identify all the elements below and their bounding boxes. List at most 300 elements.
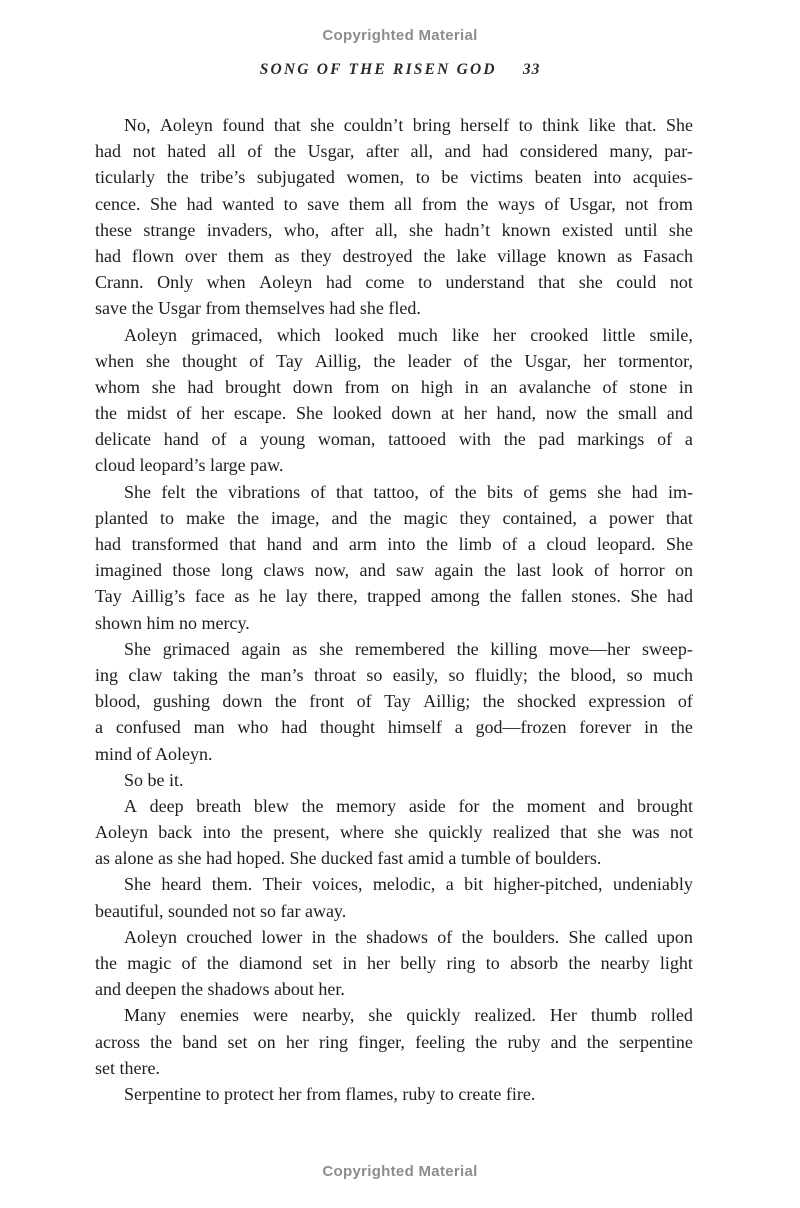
word: magic [403, 507, 448, 528]
word: delicate [95, 429, 151, 450]
word: claws [263, 560, 305, 581]
word: upon [656, 926, 693, 947]
word: the [426, 534, 449, 554]
word: the [466, 193, 489, 214]
text-line [95, 636, 693, 662]
word: magic [127, 953, 172, 973]
word: could [616, 272, 657, 293]
word: acquies- [632, 167, 693, 188]
word: found [222, 115, 265, 135]
word: arm [348, 534, 377, 554]
word: into [202, 822, 231, 843]
word: man [193, 717, 225, 738]
word: the [483, 560, 506, 581]
word: after [330, 219, 364, 240]
word: had [281, 717, 308, 738]
word: them [348, 193, 385, 214]
word: She [665, 115, 693, 135]
word: lower [261, 926, 303, 947]
word: not [625, 193, 649, 214]
word: Aoleyn [124, 926, 177, 947]
word: cence. [95, 193, 141, 214]
word: Their [262, 874, 302, 895]
word: much [652, 664, 693, 685]
word: the [240, 822, 263, 843]
word: these [95, 219, 132, 240]
paragraph [95, 322, 693, 479]
word: and [359, 560, 386, 581]
word: her [493, 324, 517, 345]
word: diamond [239, 953, 303, 973]
word: Fasach [643, 245, 693, 266]
word: Usgar, [524, 350, 572, 371]
top-copyright-notice: Copyrighted Material [322, 27, 478, 44]
word: a [445, 874, 454, 895]
word: a [454, 717, 463, 738]
word: expression [588, 691, 666, 712]
word: her [285, 1031, 309, 1052]
word: looked [334, 324, 384, 345]
word: serpentine [618, 1031, 693, 1052]
word: to [283, 193, 298, 214]
word: from [657, 193, 693, 214]
text-line [95, 138, 693, 164]
word: those [172, 560, 211, 581]
word: that [335, 481, 363, 502]
paragraph [95, 924, 693, 1003]
word: all, [375, 219, 398, 240]
word: voices, [311, 874, 363, 895]
word: small [618, 403, 658, 424]
word: Aillig, [314, 350, 362, 371]
text-line [95, 662, 693, 688]
word: brought [225, 376, 282, 397]
word: the [490, 350, 513, 371]
word: midst [126, 403, 167, 424]
word: she [146, 350, 171, 371]
word: of [463, 350, 479, 371]
word: for [458, 795, 480, 816]
word: woman, [317, 429, 376, 450]
word: across [95, 1031, 140, 1052]
paragraph [95, 636, 693, 767]
word: that [229, 534, 257, 554]
word: realized. [474, 1005, 536, 1026]
word: like [588, 115, 616, 135]
word: crooked [530, 324, 589, 345]
word: and [444, 141, 471, 162]
word: as [234, 586, 250, 607]
word: strange [143, 219, 196, 240]
word: blew [253, 795, 289, 816]
word: shocked [517, 691, 577, 712]
word: known [557, 245, 607, 266]
body-text [95, 112, 693, 1107]
word: She [568, 926, 596, 947]
word: the [150, 1031, 173, 1052]
word: grimaced [162, 638, 230, 659]
word: She [295, 403, 323, 424]
word: lay [285, 586, 308, 607]
text-line: set there. [95, 1057, 160, 1078]
paragraph [95, 793, 693, 872]
word: come [365, 272, 405, 293]
word: aside [408, 795, 446, 816]
word: heard [161, 874, 202, 895]
word: contained, [502, 507, 577, 528]
word: when [95, 350, 134, 371]
word: boulders. [492, 926, 560, 947]
word: save [307, 193, 340, 214]
word: of [502, 534, 518, 554]
word: avalanche [518, 376, 591, 397]
word: higher-pitched, [493, 874, 603, 895]
paragraph [95, 1002, 693, 1081]
word: moment [526, 795, 586, 816]
word: existed [562, 219, 614, 240]
word: she [319, 638, 344, 659]
word: bit [464, 874, 484, 895]
word: hand [163, 429, 199, 450]
word: and [331, 507, 358, 528]
word: quickly [428, 822, 483, 843]
word: down [391, 403, 432, 424]
text-line [95, 871, 693, 897]
word: set [227, 1031, 248, 1052]
word: so [626, 664, 643, 685]
word: all, [410, 141, 433, 162]
word: women, [346, 167, 405, 188]
word: from [344, 376, 380, 397]
text-line [95, 426, 693, 452]
word: she [368, 1005, 393, 1026]
word: be [441, 167, 459, 188]
word: She [124, 481, 151, 502]
word: many, [609, 141, 653, 162]
word: in [644, 717, 659, 738]
word: that [273, 115, 301, 135]
word: her [583, 350, 607, 371]
word: with [458, 429, 491, 450]
word: whom [95, 376, 140, 397]
word: ticularly [95, 167, 155, 188]
word: move—her [549, 638, 631, 659]
word: her [201, 403, 225, 424]
word: throat [313, 664, 356, 685]
word: undeniably [612, 874, 693, 895]
word: until [624, 219, 658, 240]
word: of [544, 193, 560, 214]
word: She [124, 638, 151, 659]
word: the [586, 1031, 609, 1052]
word: was [631, 822, 660, 843]
word: so [366, 664, 383, 685]
word: smile, [649, 324, 693, 345]
word: on [257, 1031, 276, 1052]
word: destroyed [342, 245, 413, 266]
word: sweep- [641, 638, 693, 659]
text-line: Serpentine to protect her from flames, ruby to create fire. [124, 1083, 536, 1104]
word: easily, [392, 664, 439, 685]
word: Usgar, [307, 141, 355, 162]
word: think [542, 115, 580, 135]
word: of [249, 350, 265, 371]
text-line [95, 243, 693, 269]
word: over [184, 245, 217, 266]
word: of [211, 429, 227, 450]
word: had [631, 481, 658, 502]
word: after [365, 141, 399, 162]
word: limb [458, 534, 492, 554]
word: gushing [152, 691, 210, 712]
word: at [441, 403, 455, 424]
word: the [423, 245, 446, 266]
word: the [456, 638, 479, 659]
word: blood, [95, 691, 141, 712]
text-line [95, 531, 693, 557]
word: god—frozen [475, 717, 567, 738]
word: her [463, 403, 487, 424]
word: She [124, 874, 151, 895]
word: long [220, 560, 253, 581]
word: fluidly; [474, 664, 528, 685]
word: man’s [260, 664, 304, 685]
word: leopard. [596, 534, 656, 554]
word: thumb [590, 1005, 637, 1026]
word: the [369, 507, 392, 528]
word: Aoleyn [124, 324, 177, 345]
word: that. [625, 115, 657, 135]
word: planted [95, 507, 148, 528]
word: victims [469, 167, 523, 188]
word: young [260, 429, 306, 450]
word: She [150, 193, 178, 214]
word: power [608, 507, 654, 528]
word: the [538, 664, 561, 685]
word: tattoo, [373, 481, 419, 502]
word: imagined [95, 560, 162, 581]
word: the [195, 481, 218, 502]
word: from [421, 193, 457, 214]
word: which [276, 324, 321, 345]
word: bits [487, 481, 514, 502]
word: had [187, 376, 214, 397]
word: vibrations [228, 481, 301, 502]
word: so [448, 664, 465, 685]
text-line [95, 374, 693, 400]
word: had [325, 272, 352, 293]
word: not [132, 141, 156, 162]
word: like [452, 324, 480, 345]
word: back [158, 822, 193, 843]
word: understand [445, 272, 525, 293]
word: Aoleyn [95, 822, 148, 843]
word: called [604, 926, 648, 947]
word: gems [548, 481, 587, 502]
word: she [151, 376, 176, 397]
text-line: mind of Aoleyn. [95, 743, 213, 764]
word: of [523, 481, 539, 502]
word: that [560, 822, 588, 843]
word: when [206, 272, 246, 293]
word: rolled [650, 1005, 693, 1026]
word: invaders, [206, 219, 273, 240]
word: the [568, 953, 591, 973]
word: the [373, 350, 396, 371]
text-line [95, 793, 693, 819]
word: absorb [510, 953, 559, 973]
word: down [222, 691, 263, 712]
word: finger, [358, 1031, 405, 1052]
word: claw [128, 664, 163, 685]
text-line: cloud leopard’s large paw. [95, 455, 284, 476]
word: wanted [222, 193, 275, 214]
word: stone [629, 376, 668, 397]
word: saw [395, 560, 424, 581]
word: looked [332, 403, 382, 424]
word: herself [460, 115, 510, 135]
word: escape. [233, 403, 287, 424]
word: leader [407, 350, 452, 371]
word: much [397, 324, 438, 345]
word: had [95, 245, 121, 266]
word: the [489, 586, 512, 607]
word: the [95, 403, 117, 424]
word: felt [161, 481, 186, 502]
word: bring [412, 115, 451, 135]
text-line [95, 479, 693, 505]
word: Aoleyn [259, 272, 313, 293]
word: of [657, 429, 673, 450]
word: where [339, 822, 384, 843]
word: hand [266, 534, 302, 554]
word: she [668, 219, 693, 240]
word: the [454, 481, 477, 502]
word: and [550, 1031, 577, 1052]
text-line [95, 950, 693, 976]
word: known [501, 219, 551, 240]
word: there, [317, 586, 358, 607]
text-line [95, 688, 693, 714]
word: as [292, 638, 308, 659]
word: realized [492, 822, 550, 843]
word: taking [172, 664, 218, 685]
text-line: shown him no mercy. [95, 612, 250, 633]
word: shadows [366, 926, 429, 947]
word: they [300, 245, 332, 266]
word: now, [314, 560, 350, 581]
word: couldn’t [343, 115, 404, 135]
text-line [95, 819, 693, 845]
word: the [461, 926, 484, 947]
word: on [391, 376, 410, 397]
word: Tay [384, 691, 411, 712]
word: the [482, 691, 505, 712]
word: par- [664, 141, 693, 162]
paragraph [95, 767, 693, 793]
word: ring [446, 953, 476, 973]
word: Many [124, 1005, 166, 1026]
word: they [459, 507, 491, 528]
word: the [206, 953, 229, 973]
text-line: and deepen the shadows about her. [95, 979, 345, 1000]
word: again [434, 560, 474, 581]
word: the [166, 167, 189, 188]
word: hadn’t [444, 219, 491, 240]
word: now [545, 403, 577, 424]
word: A [124, 795, 137, 816]
word: She [630, 586, 658, 607]
word: had [666, 586, 693, 607]
paragraph [95, 112, 693, 322]
text-line [95, 112, 693, 138]
word: Aillig’s [131, 586, 186, 607]
word: little [602, 324, 636, 345]
word: hated [167, 141, 207, 162]
text-line [95, 217, 693, 243]
word: the [236, 507, 259, 528]
word: make [186, 507, 225, 528]
word: she [409, 219, 434, 240]
word: hand, [496, 403, 536, 424]
word: had [95, 141, 121, 162]
word: of [310, 481, 326, 502]
word: nearby [600, 953, 650, 973]
word: the [475, 1031, 498, 1052]
word: of [437, 926, 453, 947]
word: had [482, 141, 509, 162]
word: markings [577, 429, 645, 450]
word: were [253, 1005, 288, 1026]
word: a [239, 429, 248, 450]
word: transformed [131, 534, 219, 554]
text-line [95, 348, 693, 374]
word: forever [579, 717, 632, 738]
word: the [301, 795, 324, 816]
word: fallen [520, 586, 562, 607]
page-number: 33 [522, 61, 541, 78]
word: that [538, 272, 566, 293]
word: who, [283, 219, 320, 240]
word: No, [124, 115, 151, 135]
word: of [176, 403, 192, 424]
word: not [669, 272, 693, 293]
text-line [95, 269, 693, 295]
word: quickly [406, 1005, 461, 1026]
word: thought [182, 350, 238, 371]
word: remembered [354, 638, 445, 659]
word: the [492, 795, 515, 816]
word: image, [270, 507, 320, 528]
word: Only [157, 272, 194, 293]
word: feeling [415, 1031, 466, 1052]
word: im- [667, 481, 693, 502]
word: look [551, 560, 584, 581]
word: as [617, 245, 633, 266]
word: her [366, 953, 390, 973]
word: ring [319, 1031, 348, 1052]
word: face [194, 586, 225, 607]
word: Her [549, 1005, 577, 1026]
word: the [228, 664, 251, 685]
word: horror [619, 560, 665, 581]
word: in [464, 376, 479, 397]
word: she [310, 115, 335, 135]
word: of [429, 481, 445, 502]
word: village [497, 245, 547, 266]
word: and [312, 534, 339, 554]
word: lake [456, 245, 487, 266]
